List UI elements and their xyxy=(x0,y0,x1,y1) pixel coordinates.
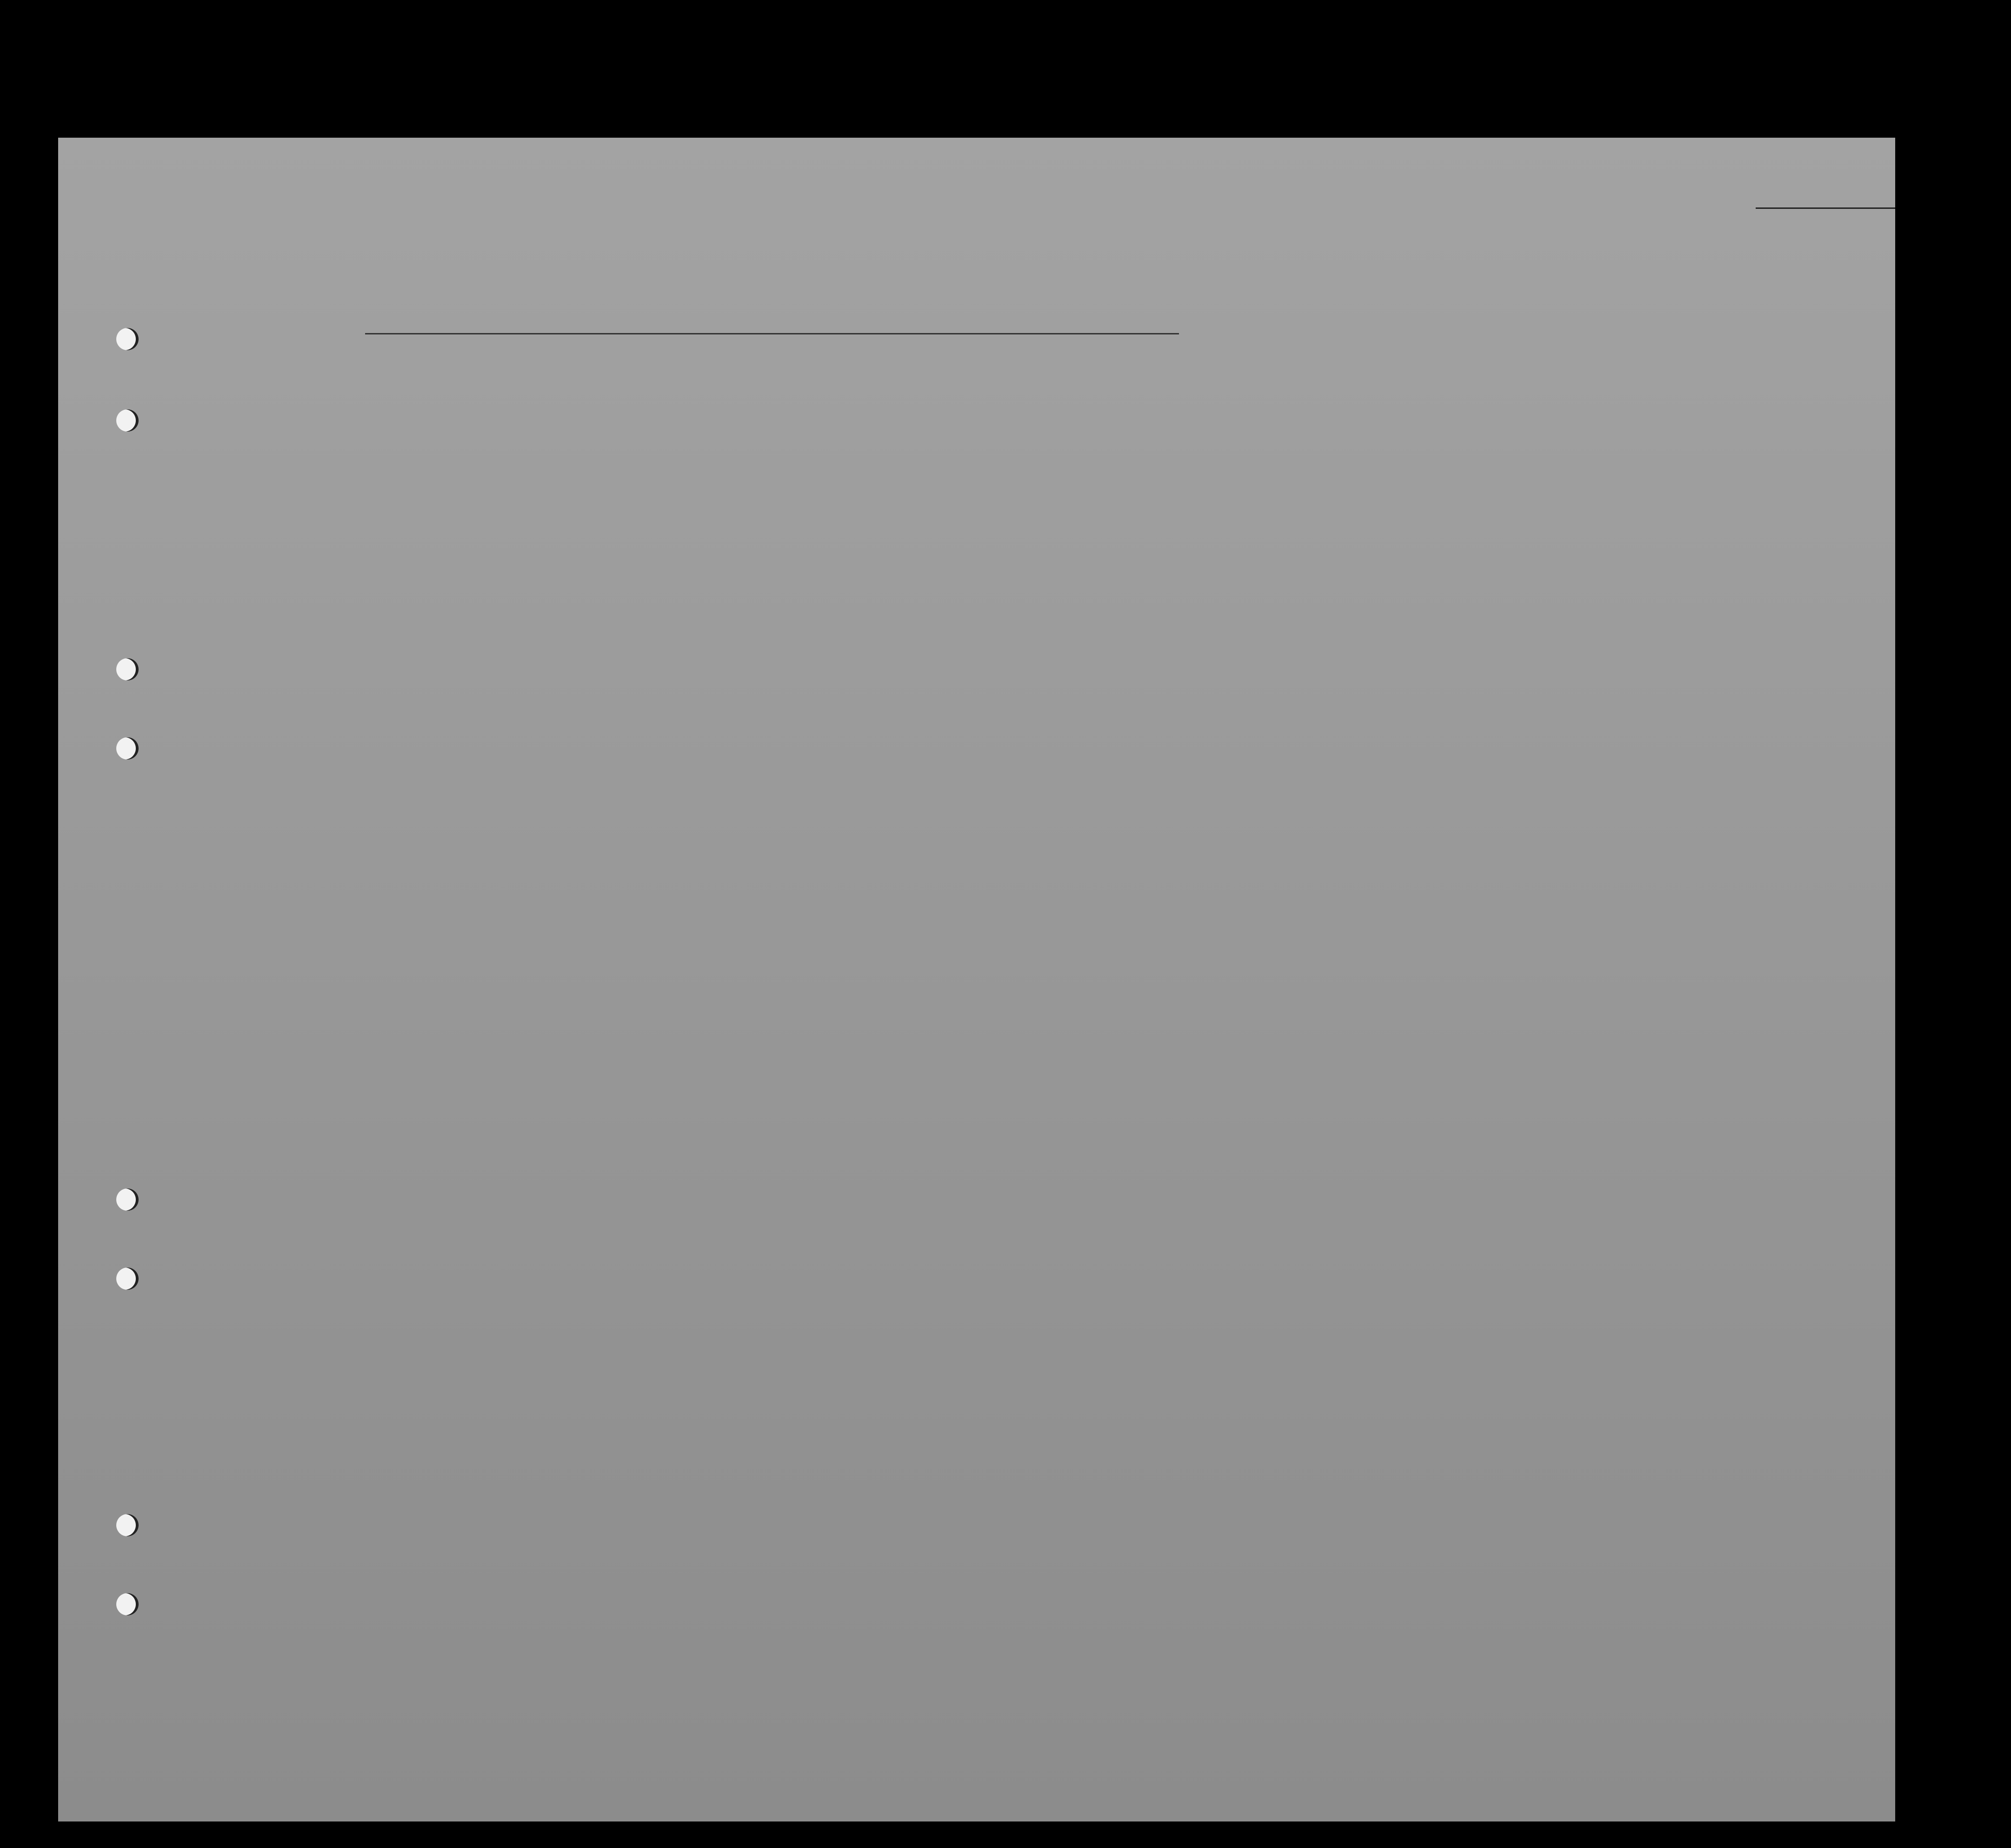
port-underline xyxy=(365,333,914,334)
punch-hole xyxy=(116,328,139,350)
punch-hole xyxy=(116,737,139,760)
punch-hole xyxy=(116,658,139,680)
date-underline xyxy=(877,333,1179,334)
punch-hole xyxy=(116,1593,139,1615)
punch-hole xyxy=(116,1268,139,1290)
list-underline xyxy=(1756,207,1895,209)
punch-hole xyxy=(116,1188,139,1211)
punch-hole xyxy=(116,409,139,432)
punch-hole xyxy=(116,1514,139,1536)
manifest-sheet xyxy=(58,138,1895,1821)
